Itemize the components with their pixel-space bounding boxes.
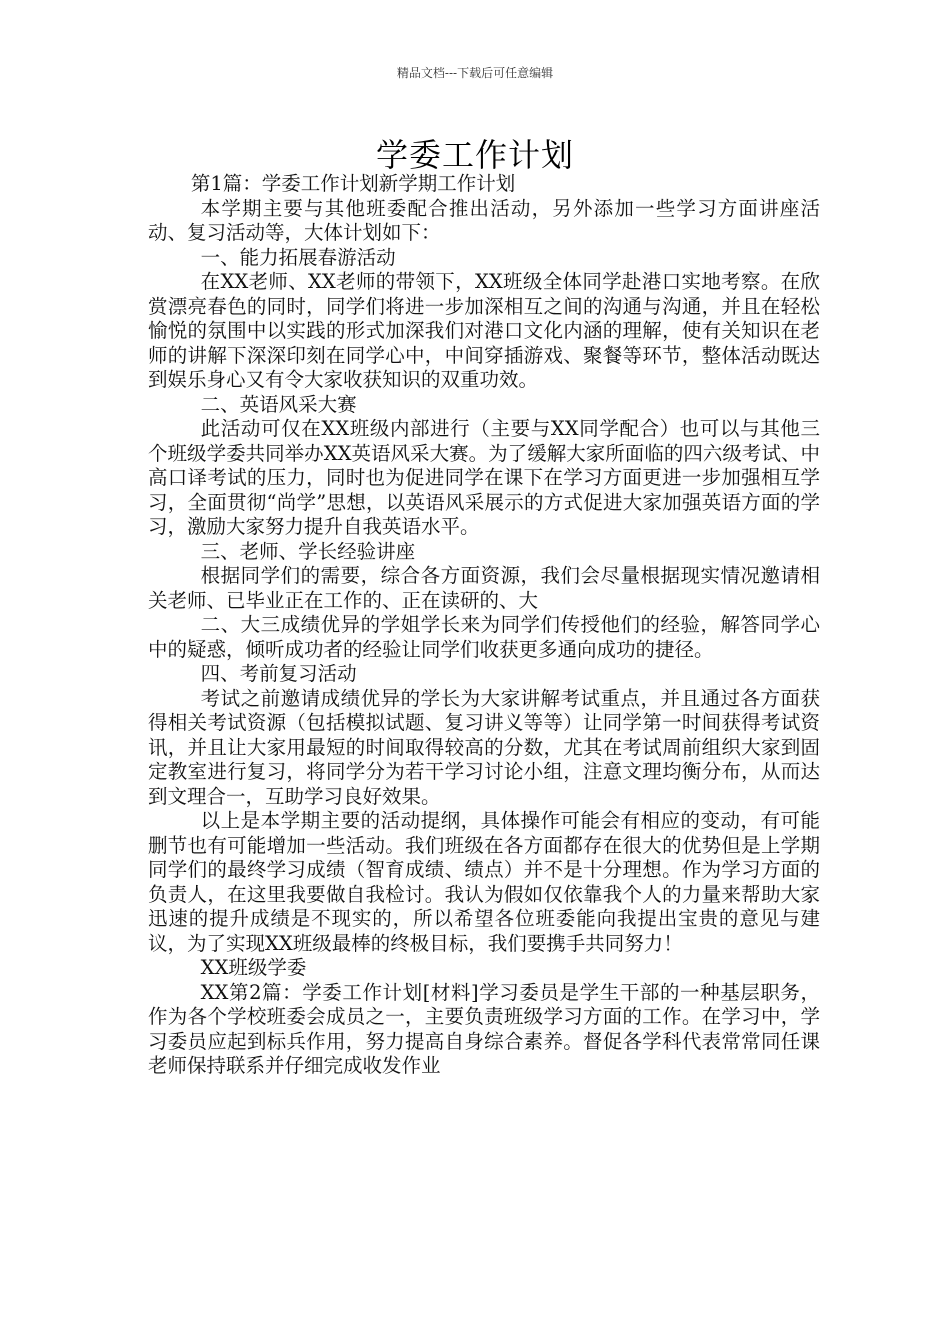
section-heading-3: 三、老师、学长经验讲座: [200, 539, 416, 563]
paragraph-lecture-a: 根据同学们的需要，综合各方面资源，我们会尽量根据现实情况邀请相关老师、已毕业正在工作的、正在读研的、大: [148, 564, 820, 612]
section-heading-1: 一、能力拓展春游活动: [200, 245, 396, 269]
document-body: [148, 172, 820, 1079]
page-header: 精品文档---下载后可任意编辑: [396, 66, 554, 80]
paragraph-review: 考试之前邀请成绩优异的学长为大家讲解考试重点，并且通过各方面获得相关考试资源（包括模拟试题、复习讲义等等）让同学第一时间获得考试资讯，并且让大家用最短的时间取得较高的分数，尤其在考试周前组织大家到固定教室进行复习，将同学分为若干学习讨论小组，注意文理均衡分布，从而达到文理合一，互助学习良好效果。: [148, 686, 820, 808]
paragraph-lecture-b: 二、大三成绩优异的学姐学长来为同学们传授他们的经验，解答同学心中的疑惑，倾听成功者的经验让同学们收获更多通向成功的捷径。: [148, 613, 820, 661]
section-heading-4: 四、考前复习活动: [200, 662, 357, 685]
paragraph-spring-outing: 在XX老师、XX老师的带领下，XX班级全体同学赴港口实地考察。在欣赏漂亮春色的同时，同学们将进一步加深相互之间的沟通与沟通，并且在轻松愉悦的氛围中以实践的形式加深我们对港口文化内涵的理解，使有关知识在老师的讲解下深深印刻在同学心中，中间穿插游戏、聚餐等环节，整体活动既达到娱乐身心又有令大家收获知识的双重功效。: [148, 270, 820, 391]
paragraph-english-contest: 此活动可仅在XX班级内部进行（主要与XX同学配合）也可以与其他三个班级学委共同举办XX英语风采大赛。为了缓解大家所面临的四六级考试、中高口译考试的压力，同时也为促进同学在课下在学习方面更进一步加强相互学习，全面贯彻“尚学”思想，以英语风采展示的方式促进大家加强英语方面的学习，激励大家努力提升自我英语水平。: [148, 417, 820, 538]
section-heading-2: 二、英语风采大赛: [200, 392, 357, 416]
paragraph-summary: 以上是本学期主要的活动提纲，具体操作可能会有相应的变动，有可能删节也有可能增加一些活动。我们班级在各方面都存在很大的优势但是上学期同学们的最终学习成绩（智育成绩、绩点）并不是十分理想。作为学习方面的负责人，在这里我要做自我检讨。我认为假如仅依靠我个人的力量来帮助大家迅速的提升成绩是不现实的，所以希望各位班委能向我提出宝贵的意见与建议，为了实现XX班级最棒的终极目标，我们要携手共同努力！: [148, 809, 820, 955]
paragraph-signature: XX班级学委: [200, 956, 307, 979]
paragraph-intro: 本学期主要与其他班委配合推出活动，另外添加一些学习方面讲座活动、复习活动等，大体计划如下：: [148, 196, 820, 244]
document-title: 学委工作计划: [375, 136, 574, 174]
paragraph-part2: XX第2篇：学委工作计划[材料]学习委员是学生干部的一种基层职务，作为各个学校班委会成员之一，主要负责班级学习方面的工作。在学习中，学习委员应起到标兵作用，努力提高自身综合素养。督促各学科代表常常同任课老师保持联系并仔细完成收发作业: [148, 980, 820, 1077]
section-heading-part1: 第1篇：学委工作计划新学期工作计划: [190, 172, 516, 195]
